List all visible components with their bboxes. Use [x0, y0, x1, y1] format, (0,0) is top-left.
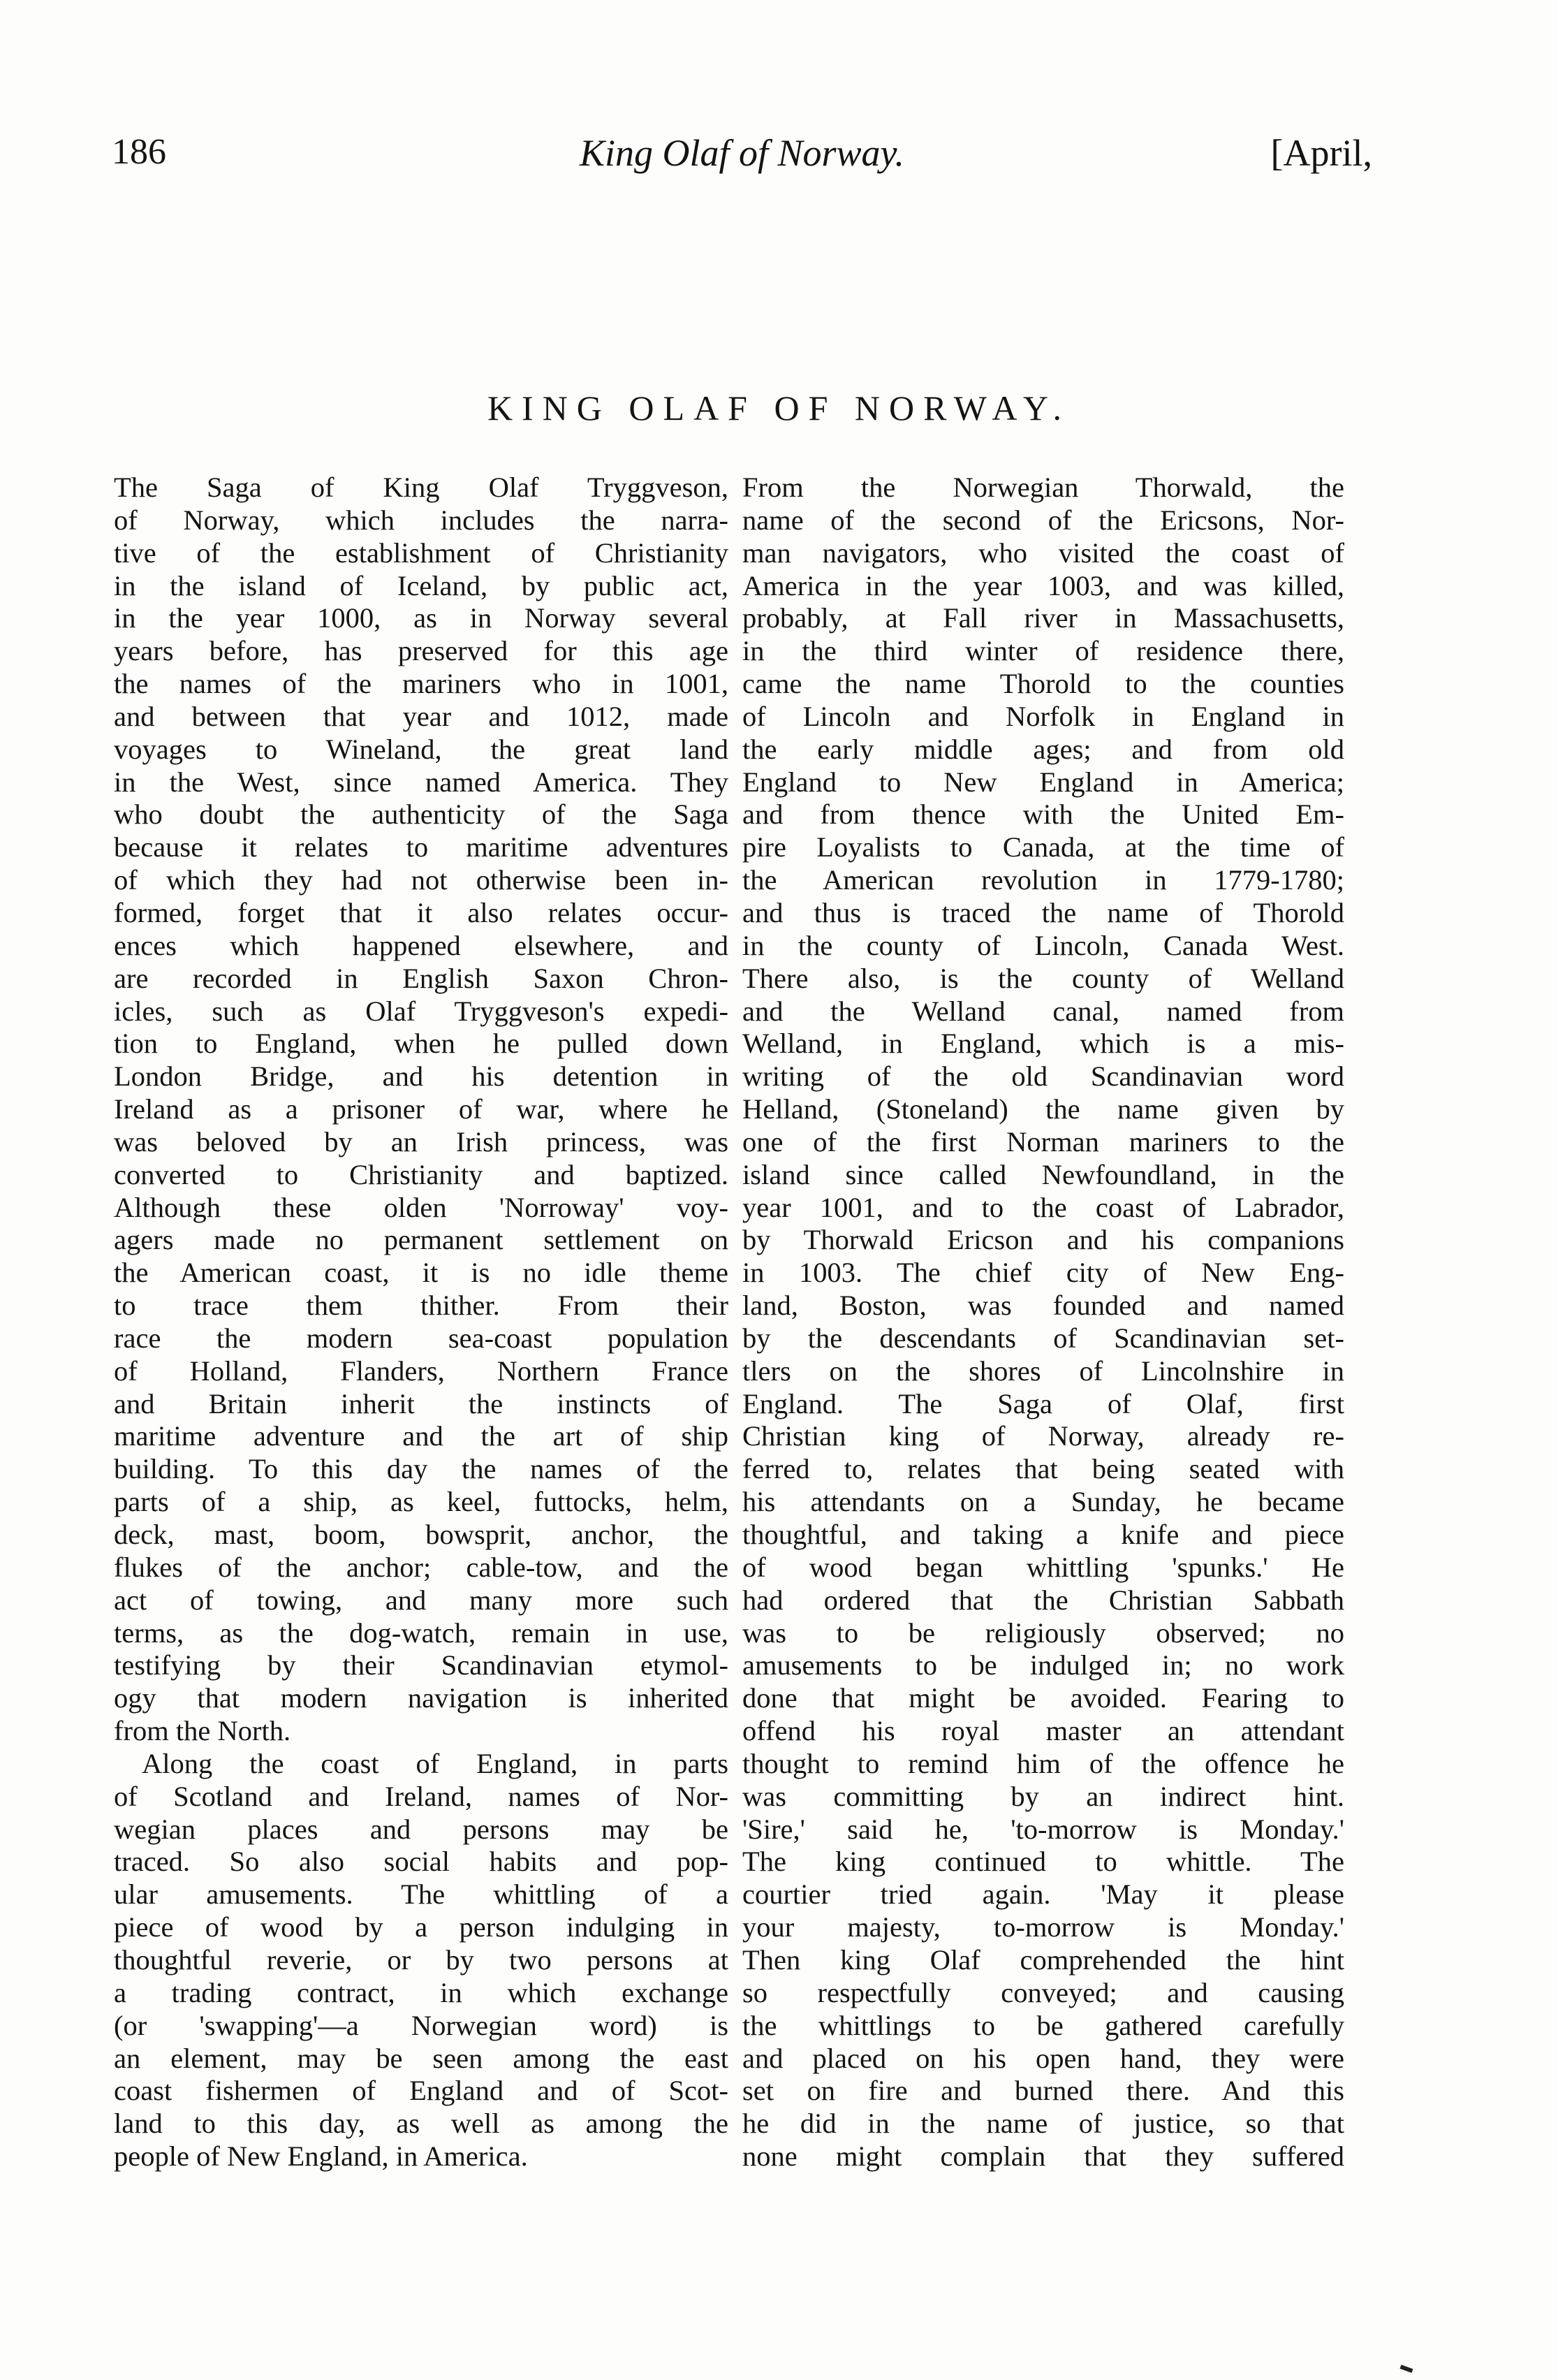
- text-line: was beloved by an Irish princess, was: [114, 1125, 728, 1158]
- running-header: [112, 131, 1372, 180]
- text-line: in the county of Lincoln, Canada West.: [742, 929, 1344, 961]
- text-line: to trace them thither. From their: [114, 1290, 728, 1322]
- text-line: Christian king of Norway, already re-: [742, 1420, 1344, 1452]
- text-line: had ordered that the Christian Sabbath: [742, 1584, 1344, 1616]
- text-line: Then king Olaf comprehended the hint: [742, 1943, 1344, 1976]
- text-line: ferred to, relates that being seated with: [742, 1453, 1344, 1485]
- text-line: the early middle ages; and from old: [742, 733, 1344, 765]
- text-line: parts of a ship, as keel, futtocks, helm,: [114, 1486, 728, 1518]
- text-line: man navigators, who visited the coast of: [742, 536, 1344, 569]
- text-line: in 1003. The chief city of New Eng-: [742, 1257, 1344, 1289]
- text-line: icles, such as Olaf Tryggveson's expedi-: [114, 995, 728, 1027]
- text-line: thought to remind him of the offence he: [742, 1747, 1344, 1779]
- text-line: testifying by their Scandinavian etymol-: [114, 1649, 728, 1681]
- text-line: from the North.: [114, 1715, 291, 1747]
- text-line: ences which happened elsewhere, and: [114, 929, 728, 961]
- text-line: the American coast, it is no idle theme: [114, 1257, 728, 1289]
- text-line: so respectfully conveyed; and causing: [742, 1976, 1344, 2008]
- text-line: tlers on the shores of Lincolnshire in: [742, 1355, 1344, 1387]
- text-line: tive of the establishment of Christianity: [114, 536, 728, 569]
- text-line: ular amusements. The whittling of a: [114, 1878, 728, 1911]
- text-line: and the Welland canal, named from: [742, 995, 1344, 1027]
- text-line: he did in the name of justice, so that: [742, 2108, 1344, 2140]
- running-title: King Olaf of Norway.: [579, 132, 905, 174]
- text-line: The Saga of King Olaf Tryggveson,: [114, 472, 728, 503]
- text-line: tion to England, when he pulled down: [114, 1028, 728, 1060]
- text-line: 'Sire,' said he, 'to-morrow is Monday.': [742, 1813, 1344, 1845]
- text-line: and from thence with the United Em-: [742, 798, 1344, 831]
- text-line: offend his royal master an attendant: [742, 1715, 1344, 1747]
- text-line: Helland, (Stoneland) the name given by: [742, 1093, 1344, 1125]
- text-line: one of the first Norman mariners to the: [742, 1125, 1344, 1158]
- text-line: years before, has preserved for this age: [114, 635, 728, 667]
- text-line: was to be religiously observed; no: [742, 1616, 1344, 1649]
- text-line: land, Boston, was founded and named: [742, 1290, 1344, 1322]
- text-line: building. To this day the names of the: [114, 1453, 728, 1485]
- text-line: converted to Christianity and baptized.: [114, 1158, 728, 1190]
- text-line: came the name Thorold to the counties: [742, 668, 1344, 700]
- text-line: Welland, in England, which is a mis-: [742, 1028, 1344, 1060]
- text-line: a trading contract, in which exchange: [114, 1976, 728, 2008]
- text-line: in the year 1000, as in Norway several: [114, 602, 728, 634]
- text-line: thoughtful, and taking a knife and piece: [742, 1519, 1344, 1550]
- text-line: England to New England in America;: [742, 766, 1344, 798]
- text-column-left: [114, 472, 728, 2173]
- text-line: by Thorwald Ericson and his companions: [742, 1224, 1344, 1256]
- text-column-right: [742, 472, 1344, 2173]
- text-line: traced. So also social habits and pop-: [114, 1846, 728, 1878]
- text-line: agers made no permanent settlement on: [114, 1224, 728, 1256]
- text-line: and Britain inherit the instincts of: [114, 1387, 728, 1419]
- text-line: England. The Saga of Olaf, first: [742, 1387, 1344, 1419]
- text-line: thoughtful reverie, or by two persons at: [114, 1943, 728, 1976]
- text-line: an element, may be seen among the east: [114, 2042, 728, 2074]
- text-line: maritime adventure and the art of ship: [114, 1420, 728, 1452]
- text-line: was committing by an indirect hint.: [742, 1780, 1344, 1812]
- article-title: KING OLAF OF NORWAY.: [487, 388, 1071, 428]
- text-line: (or 'swapping'—a Norwegian word) is: [114, 2009, 728, 2041]
- text-line: island since called Newfoundland, in the: [742, 1158, 1344, 1190]
- text-line: probably, at Fall river in Massachusetts,: [742, 602, 1344, 634]
- text-line: and thus is traced the name of Thorold: [742, 896, 1344, 928]
- text-line: ogy that modern navigation is inherited: [114, 1682, 728, 1714]
- text-line: flukes of the anchor; cable-tow, and the: [114, 1551, 728, 1583]
- text-line: of wood began whittling 'spunks.' He: [742, 1551, 1344, 1583]
- page-number: 186: [112, 132, 166, 172]
- text-line: done that might be avoided. Fearing to: [742, 1682, 1344, 1714]
- text-line: by the descendants of Scandinavian set-: [742, 1322, 1344, 1354]
- text-line: of Scotland and Ireland, names of Nor-: [114, 1780, 728, 1812]
- text-line: coast fishermen of England and of Scot-: [114, 2075, 728, 2107]
- text-line: act of towing, and many more such: [114, 1584, 728, 1616]
- text-line: of Holland, Flanders, Northern France: [114, 1355, 728, 1387]
- text-line: set on fire and burned there. And this: [742, 2075, 1344, 2107]
- text-line: and placed on his open hand, they were: [742, 2042, 1344, 2074]
- text-line: name of the second of the Ericsons, Nor-: [742, 504, 1344, 536]
- text-line: race the modern sea-coast population: [114, 1322, 728, 1354]
- text-line: piece of wood by a person indulging in: [114, 1911, 728, 1943]
- text-line: none might complain that they suffered: [742, 2140, 1344, 2173]
- text-line: your majesty, to-morrow is Monday.': [742, 1911, 1344, 1943]
- text-line: who doubt the authenticity of the Saga: [114, 798, 728, 831]
- text-line: writing of the old Scandinavian word: [742, 1060, 1344, 1093]
- text-line: land to this day, as well as among the: [114, 2108, 728, 2140]
- text-line: because it relates to maritime adventures: [114, 831, 728, 863]
- text-line: pire Loyalists to Canada, at the time of: [742, 831, 1344, 863]
- text-line: terms, as the dog-watch, remain in use,: [114, 1616, 728, 1649]
- text-line: the whittlings to be gathered carefully: [742, 2009, 1344, 2041]
- text-line: in the West, since named America. They: [114, 766, 728, 798]
- text-line: Along the coast of England, in parts: [142, 1747, 728, 1779]
- text-line: amusements to be indulged in; no work: [742, 1649, 1344, 1681]
- text-line: From the Norwegian Thorwald, the: [742, 472, 1344, 503]
- text-line: voyages to Wineland, the great land: [114, 733, 728, 765]
- text-line: wegian places and persons may be: [114, 1813, 728, 1845]
- text-line: in the third winter of residence there,: [742, 635, 1344, 667]
- text-line: courtier tried again. 'May it please: [742, 1878, 1344, 1911]
- text-line: There also, is the county of Welland: [742, 962, 1344, 994]
- text-line: people of New England, in America.: [114, 2140, 528, 2173]
- text-line: formed, forget that it also relates occur-: [114, 896, 728, 928]
- text-line: deck, mast, boom, bowsprit, anchor, the: [114, 1519, 728, 1550]
- text-line: the American revolution in 1779-1780;: [742, 864, 1344, 896]
- text-line: are recorded in English Saxon Chron-: [114, 962, 728, 994]
- text-line: Ireland as a prisoner of war, where he: [114, 1093, 728, 1125]
- text-line: the names of the mariners who in 1001,: [114, 668, 728, 700]
- text-line: The king continued to whittle. The: [742, 1846, 1344, 1878]
- text-line: of which they had not otherwise been in-: [114, 864, 728, 896]
- text-line: his attendants on a Sunday, he became: [742, 1486, 1344, 1518]
- text-line: year 1001, and to the coast of Labrador,: [742, 1191, 1344, 1223]
- text-line: America in the year 1003, and was killed,: [742, 569, 1344, 601]
- text-line: in the island of Iceland, by public act,: [114, 569, 728, 601]
- running-month: [April,: [1270, 132, 1372, 174]
- text-line: Although these olden 'Norroway' voy-: [114, 1191, 728, 1223]
- text-line: London Bridge, and his detention in: [114, 1060, 728, 1093]
- text-line: and between that year and 1012, made: [114, 700, 728, 732]
- text-line: of Norway, which includes the narra-: [114, 504, 728, 536]
- printer-mark: [1400, 2365, 1413, 2373]
- text-line: of Lincoln and Norfolk in England in: [742, 700, 1344, 732]
